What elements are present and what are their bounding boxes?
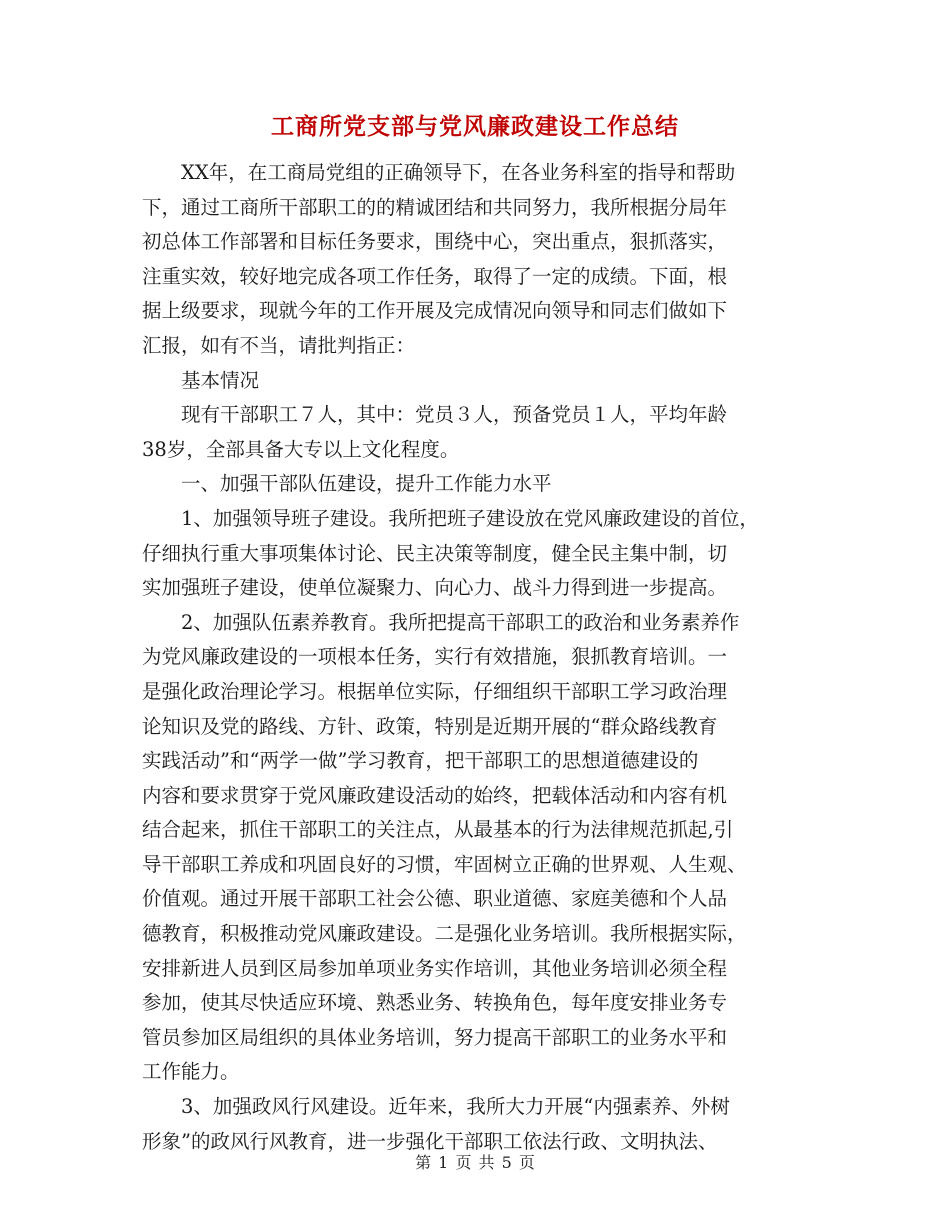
body-line: 工作能力。 xyxy=(142,1060,240,1084)
body-line: 现有干部职工７人，其中：党员３人，预备党员１人，平均年龄 xyxy=(142,403,728,427)
body-line: 德教育，积极推动党风廉政建设。二是强化业务培训。我所根据实际， xyxy=(142,922,747,946)
body-line: 仔细执行重大事项集体讨论、民主决策等制度，健全民主集中制，切 xyxy=(142,541,728,565)
body-line: 1、加强领导班子建设。我所把班子建设放在党风廉政建设的首位， xyxy=(142,506,759,530)
body-line: 注重实效，较好地完成各项工作任务，取得了一定的成绩。下面，根 xyxy=(142,264,728,288)
document-body xyxy=(142,156,814,1159)
body-line: 初总体工作部署和目标任务要求，围绕中心，突出重点，狠抓落实， xyxy=(142,230,728,254)
body-line: 形象”的政风行风教育，进一步强化干部职工依法行政、文明执法、 xyxy=(142,1129,718,1153)
body-line: 据上级要求，现就今年的工作开展及完成情况向领导和同志们做如下 xyxy=(142,299,728,323)
body-line: 安排新进人员到区局参加单项业务实作培训，其他业务培训必须全程 xyxy=(142,956,728,980)
body-line: 实加强班子建设，使单位凝聚力、向心力、战斗力得到进一步提高。 xyxy=(142,576,728,600)
body-line: 实践活动”和“两学一做”学习教育，把干部职工的思想道德建设的 xyxy=(142,749,699,773)
body-line: 价值观。通过开展干部职工社会公德、职业道德、家庭美德和个人品 xyxy=(142,887,728,911)
body-line: 汇报，如有不当，请批判指正： xyxy=(142,333,416,357)
body-line: XX年，在工商局党组的正确领导下，在各业务科室的指导和帮助 xyxy=(142,161,736,184)
body-line: 38岁，全部具备大专以上文化程度。 xyxy=(142,437,460,461)
body-line: 参加，使其尽快适应环境、熟悉业务、转换角色，每年度安排业务专 xyxy=(142,991,728,1015)
body-line: 3、加强政风行风建设。近年来，我所大力开展“内强素养、外树 xyxy=(142,1095,730,1119)
page-number-footer: 第 1 页 共 5 页 xyxy=(415,1153,535,1172)
section-heading: 基本情况 xyxy=(142,368,260,392)
body-line: 管员参加区局组织的具体业务培训，努力提高干部职工的业务水平和 xyxy=(142,1025,728,1049)
body-line: 结合起来，抓住干部职工的关注点，从最基本的行为法律规范抓起,引 xyxy=(142,818,734,842)
body-line: 为党风廉政建设的一项根本任务，实行有效措施，狠抓教育培训。一 xyxy=(142,645,728,669)
body-line: 内容和要求贯穿于党风廉政建设活动的始终，把载体活动和内容有机 xyxy=(142,783,728,807)
body-line: 导干部职工养成和巩固良好的习惯，牢固树立正确的世界观、人生观、 xyxy=(142,852,747,876)
body-line: 下，通过工商所干部职工的的精诚团结和共同努力，我所根据分局年 xyxy=(142,195,728,219)
body-line: 2、加强队伍素养教育。我所把提高干部职工的政治和业务素养作 xyxy=(142,610,740,634)
document-title: 工商所党支部与党风廉政建设工作总结 xyxy=(271,113,679,140)
body-line: 论知识及党的路线、方针、政策，特别是近期开展的“群众路线教育 xyxy=(142,714,718,738)
section-heading: 一、加强干部队伍建设，提升工作能力水平 xyxy=(142,472,552,496)
body-line: 是强化政治理论学习。根据单位实际，仔细组织干部职工学习政治理 xyxy=(142,679,728,703)
